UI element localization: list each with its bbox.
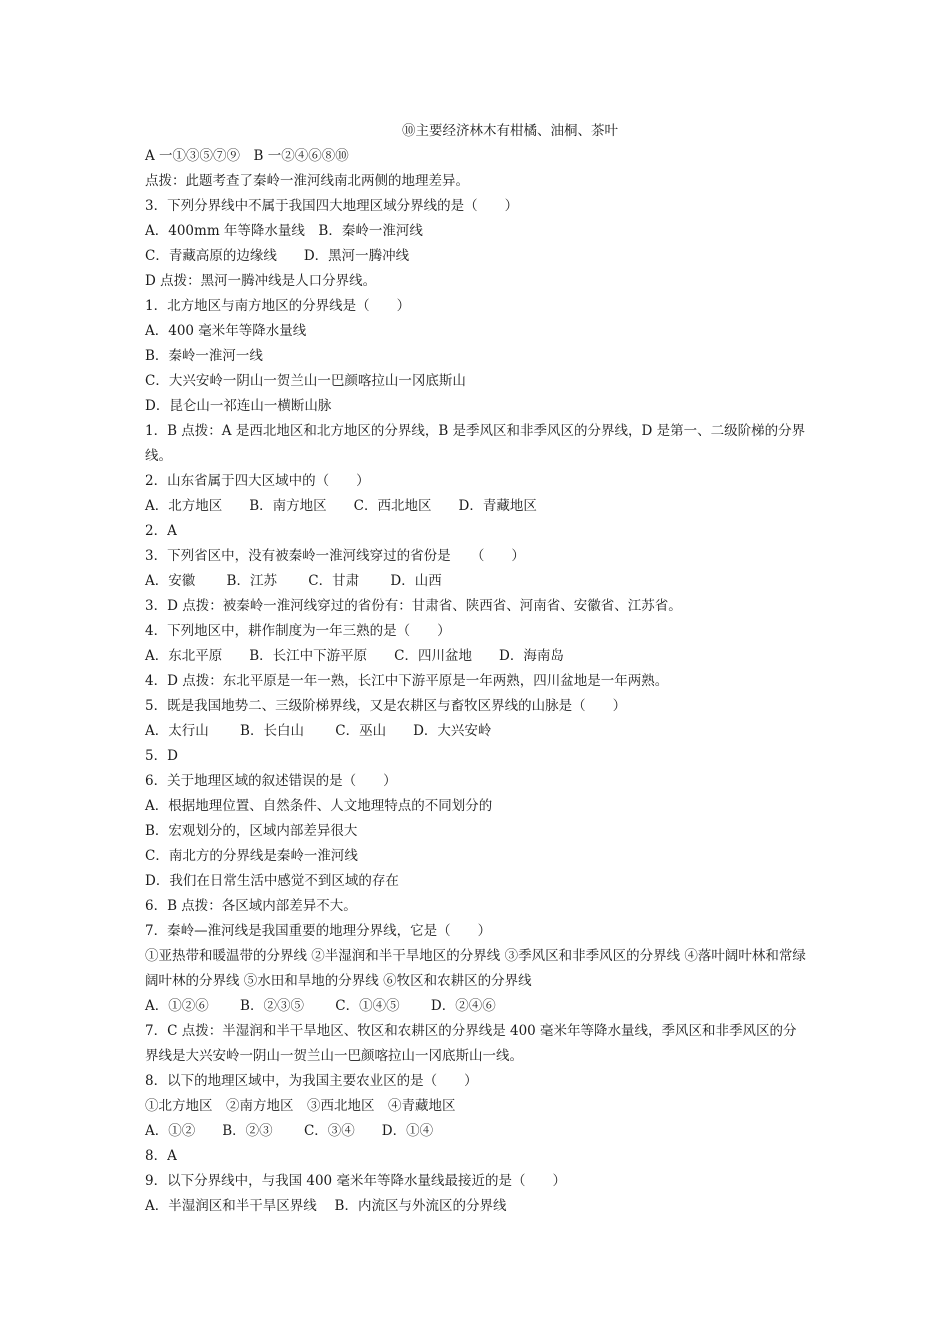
text-line: 8．以下的地理区域中，为我国主要农业区的是（ ） [145,1073,478,1089]
text-line: 1．B 点拨：A 是西北地区和北方地区的分界线，B 是季风区和非季风区的分界线，D 是第一、二级阶梯的分界线。 [145,423,806,464]
text-line: 6．B 点拨：各区域内部差异不大。 [145,898,357,914]
text-line: 2．A [145,523,177,539]
text-line: A．东北平原 B．长江中下游平原 C．四川盆地 D．海南岛 [145,648,564,664]
text-line: C．大兴安岭一阴山一贺兰山一巴颜喀拉山一冈底斯山 [145,373,466,389]
text-line: D．我们在日常生活中感觉不到区域的存在 [145,873,399,889]
text-line: 6．关于地理区域的叙述错误的是（ ） [145,773,397,789]
text-line: 8．A [145,1148,177,1164]
text-line: A．①② B．②③ C．③④ D．①④ [145,1123,434,1139]
text-line: 4．D 点拨：东北平原是一年一熟，长江中下游平原是一年两熟，四川盆地是一年两熟。 [145,673,669,689]
text-line: A．400mm 年等降水量线 B．秦岭一淮河线 [145,223,423,239]
text-line: A．北方地区 B．南方地区 C．西北地区 D．青藏地区 [145,498,537,514]
text-line: 7．C 点拨：半湿润和半干旱地区、牧区和农耕区的分界线是 400 毫米年等降水量线，季风区和非季风区的分界线是大兴安岭一阴山一贺兰山一巴颜喀拉山一冈底斯山一线。 [145,1023,797,1064]
text-line: A．太行山 B．长白山 C．巫山 D．大兴安岭 [145,723,492,739]
text-line: ①北方地区 ②南方地区 ③西北地区 ④青藏地区 [145,1098,456,1114]
text-line: 9．以下分界线中，与我国 400 毫米年等降水量线最接近的是（ ） [145,1173,566,1189]
text-line: A．根据地理位置、自然条件、人文地理特点的不同划分的 [145,798,493,814]
text-line: D 点拨：黑河一腾冲线是人口分界线。 [145,273,377,289]
document-body [145,144,810,1219]
continued-option-line: ⑩主要经济林木有柑橘、油桐、茶叶 [402,123,618,139]
text-line: 5．既是我国地势二、三级阶梯界线，又是农耕区与畜牧区界线的山脉是（ ） [145,698,627,714]
text-line: ①亚热带和暖温带的分界线 ②半湿润和半干旱地区的分界线 ③季风区和非季风区的分界线 ④落叶阔叶林和常绿阔叶林的分界线 ⑤水田和旱地的分界线 ⑥牧区和农耕区的分界线 [145,948,806,989]
text-line: 3．下列分界线中不属于我国四大地理区域分界线的是（ ） [145,198,519,214]
text-line: 2．山东省属于四大区域中的（ ） [145,473,370,489]
text-line: D．昆仑山一祁连山一横断山脉 [145,398,332,414]
text-line: 4．下列地区中，耕作制度为一年三熟的是（ ） [145,623,451,639]
text-line: A．半湿润区和半干旱区界线 B．内流区与外流区的分界线 [145,1198,507,1214]
text-line: A．安徽 B．江苏 C．甘肃 D．山西 [145,573,442,589]
text-line: 1．北方地区与南方地区的分界线是（ ） [145,298,411,314]
text-line: A 一①③⑤⑦⑨ B 一②④⑥⑧⑩ [145,148,349,164]
text-line: B．秦岭一淮河一线 [145,348,263,364]
text-line: 点拨：此题考查了秦岭一淮河线南北两侧的地理差异。 [145,173,469,189]
text-line: B．宏观划分的，区域内部差异很大 [145,823,358,839]
text-line: A．①②⑥ B．②③⑤ C．①④⑤ D．②④⑥ [145,998,496,1014]
text-line: 3．下列省区中，没有被秦岭一淮河线穿过的省份是 （ ） [145,548,525,564]
text-line: A．400 毫米年等降水量线 [145,323,307,339]
text-line: C．南北方的分界线是秦岭一淮河线 [145,848,358,864]
text-line: 5．D [145,748,178,764]
text-line: 7．秦岭—淮河线是我国重要的地理分界线，它是（ ） [145,923,492,939]
text-line: 3．D 点拨：被秦岭一淮河线穿过的省份有：甘肃省、陕西省、河南省、安徽省、江苏省。 [145,598,682,614]
text-line: C．青藏高原的边缘线 D．黑河一腾冲线 [145,248,410,264]
